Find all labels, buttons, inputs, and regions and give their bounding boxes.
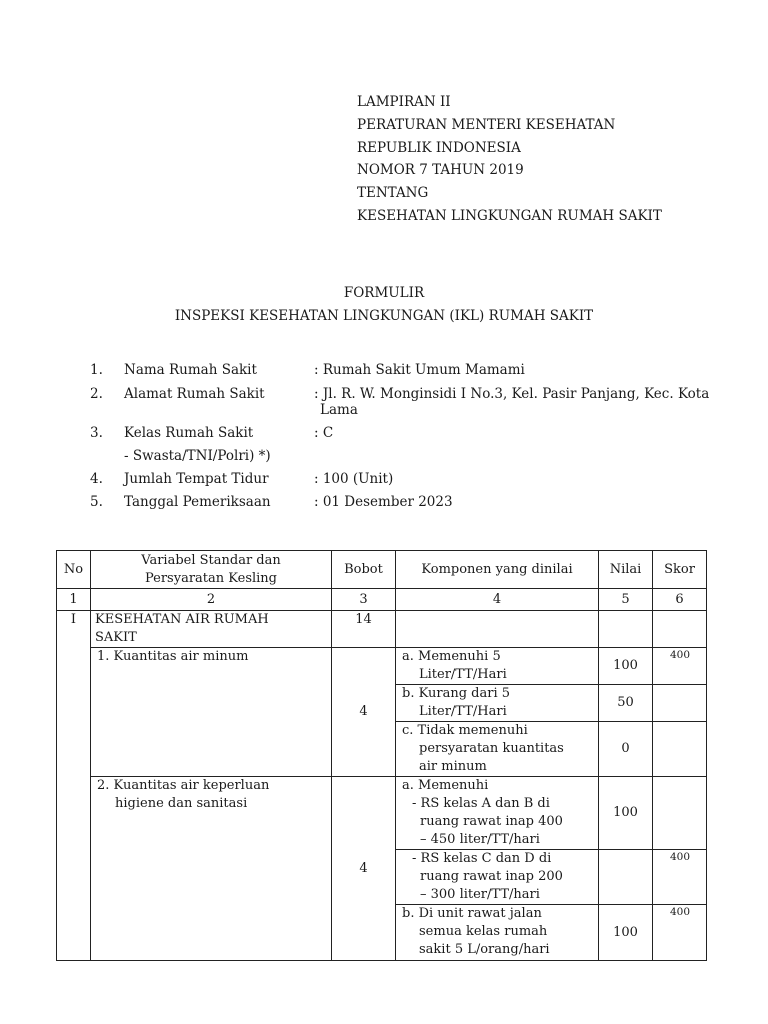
komponen-cell: b. Kurang dari 5 Liter/TT/Hari	[396, 685, 599, 722]
info-number: 5.	[90, 494, 103, 510]
header-bobot: Bobot	[332, 551, 396, 589]
info-label: Tanggal Pemeriksaan	[124, 494, 271, 510]
header-skor: Skor	[653, 551, 707, 589]
header-variabel	[91, 551, 332, 589]
header-line-lampiran: LAMPIRAN II	[357, 94, 451, 110]
skor-cell: 400	[653, 905, 707, 961]
form-subtitle: INSPEKSI KESEHATAN LINGKUNGAN (IKL) RUMAH SAKIT	[174, 308, 594, 324]
section-bobot: 14	[332, 611, 396, 648]
header-variabel-line1: Variabel Standar dan	[141, 552, 281, 568]
variable-label: 2. Kuantitas air keperluan higiene dan sanitasi	[91, 777, 332, 961]
info-sub-ownership: - Swasta/TNI/Polri) *)	[124, 448, 271, 464]
header-no: No	[57, 551, 91, 589]
info-value-line2: Lama	[320, 402, 358, 418]
info-value: : 100 (Unit)	[314, 471, 394, 487]
info-value: : Rumah Sakit Umum Mamami	[314, 362, 525, 378]
variable-label: 1. Kuantitas air minum	[91, 648, 332, 777]
header-line-subject: KESEHATAN LINGKUNGAN RUMAH SAKIT	[357, 207, 662, 224]
info-number: 2.	[90, 386, 103, 402]
header-nilai: Nilai	[599, 551, 653, 589]
header-line-peraturan: PERATURAN MENTERI KESEHATAN	[357, 116, 616, 133]
info-value: : 01 Desember 2023	[314, 494, 453, 510]
column-number: 3	[332, 589, 396, 611]
variable-bobot: 4	[332, 648, 396, 777]
info-value-line1: : Jl. R. W. Monginsidi I No.3, Kel. Pasir Panjang, Kec. Kota	[314, 386, 710, 402]
header-line-nomor: NOMOR 7 TAHUN 2019	[357, 162, 524, 179]
info-label: Kelas Rumah Sakit	[124, 425, 254, 441]
komponen-cell: a. Memenuhi 5 Liter/TT/Hari	[396, 648, 599, 685]
skor-cell	[653, 685, 707, 722]
inspection-table	[56, 550, 707, 961]
column-number: 2	[91, 589, 332, 611]
table-row	[57, 777, 707, 850]
info-number: 4.	[90, 471, 103, 487]
komponen-cell: b. Di unit rawat jalan semua kelas rumah sakit 5 L/orang/hari	[396, 905, 599, 961]
document-header	[357, 91, 662, 228]
skor-cell: 400	[653, 850, 707, 905]
nilai-cell	[599, 850, 653, 905]
nilai-cell: 100	[599, 905, 653, 961]
nilai-cell: 100	[599, 777, 653, 850]
table-header-row	[57, 551, 707, 589]
header-line-republik: REPUBLIK INDONESIA	[357, 139, 521, 156]
section-title	[91, 611, 332, 648]
variable-bobot: 4	[332, 777, 396, 961]
skor-cell	[653, 722, 707, 777]
section-nilai	[599, 611, 653, 648]
header-variabel-line2: Persyaratan Kesling	[144, 570, 278, 586]
header-komponen: Komponen yang dinilai	[396, 551, 599, 589]
info-label: Alamat Rumah Sakit	[124, 386, 265, 402]
komponen-cell: a. Memenuhi - RS kelas A dan B di ruang rawat inap 400 – 450 liter/TT/hari	[396, 777, 599, 850]
komponen-cell: - RS kelas C dan D di ruang rawat inap 200 – 300 liter/TT/hari	[396, 850, 599, 905]
section-komponen	[396, 611, 599, 648]
section-title-line1: KESEHATAN AIR RUMAH	[95, 612, 269, 627]
skor-cell	[653, 777, 707, 850]
header-line-tentang: TENTANG	[357, 185, 429, 202]
skor-cell: 400	[653, 648, 707, 685]
section-skor	[653, 611, 707, 648]
column-number: 6	[653, 589, 707, 611]
section-number: I	[57, 611, 91, 961]
column-number: 5	[599, 589, 653, 611]
komponen-cell: c. Tidak memenuhi persyaratan kuantitas air minum	[396, 722, 599, 777]
column-number: 4	[396, 589, 599, 611]
nilai-cell: 100	[599, 648, 653, 685]
info-value	[314, 386, 714, 418]
nilai-cell: 50	[599, 685, 653, 722]
info-number: 3.	[90, 425, 103, 441]
info-value: : C	[314, 425, 334, 441]
nilai-cell: 0	[599, 722, 653, 777]
column-number-row	[57, 589, 707, 611]
info-label: Jumlah Tempat Tidur	[124, 471, 269, 487]
form-title: FORMULIR	[343, 285, 425, 301]
section-title-line2: SAKIT	[95, 630, 137, 645]
column-number: 1	[57, 589, 91, 611]
info-number: 1.	[90, 362, 103, 378]
table-row	[57, 648, 707, 685]
section-row	[57, 611, 707, 648]
info-label: Nama Rumah Sakit	[124, 362, 257, 378]
